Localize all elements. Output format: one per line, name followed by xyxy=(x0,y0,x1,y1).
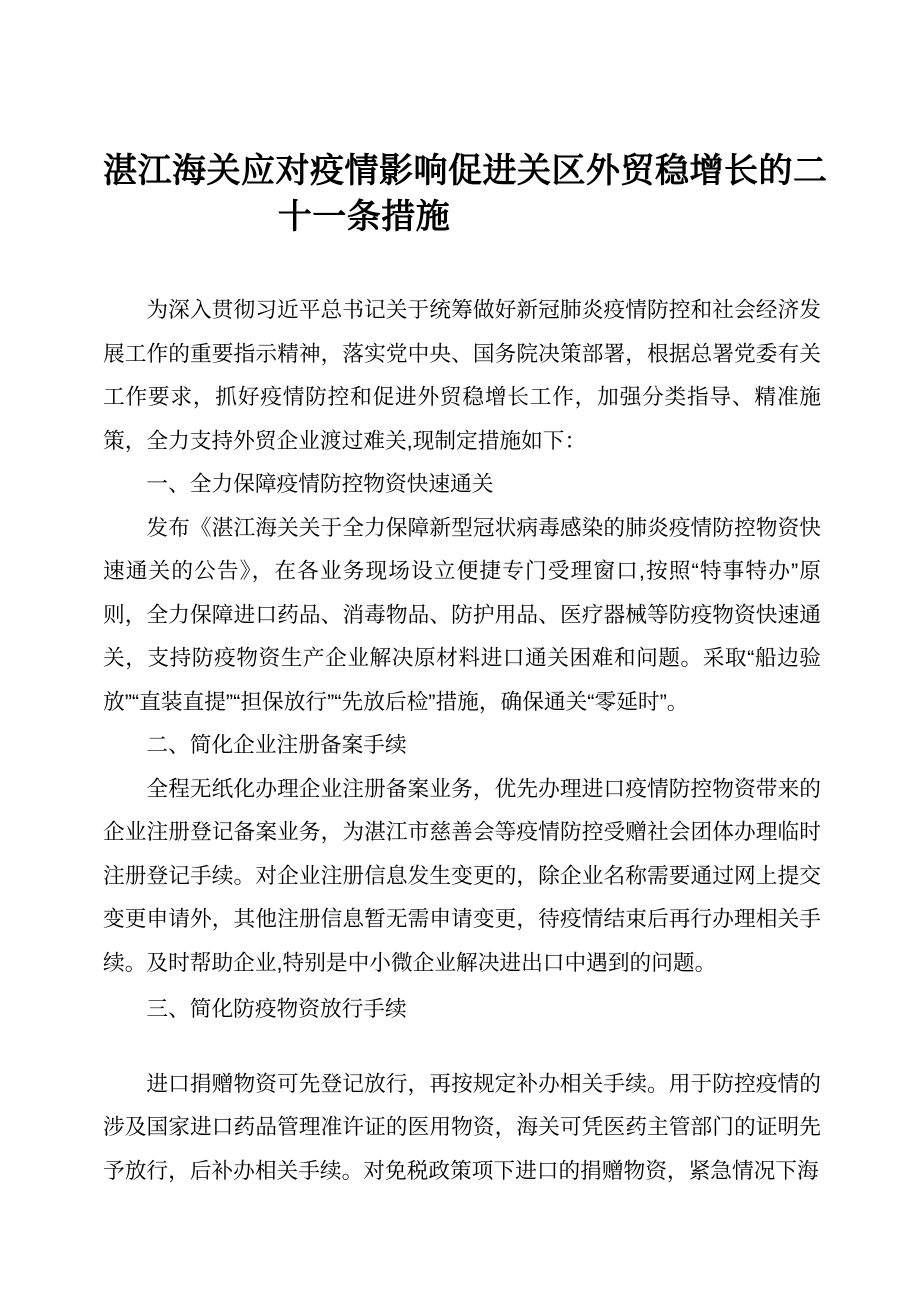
section-1-paragraph: 发布《湛江海关关于全力保障新型冠状病毒感染的肺炎疫情防控物资快速通关的公告》，在各业务现场设立便捷专门受理窗口,按照“特事特办”原则，全力保障进口药品、消毒物品、防护用品、医疗器械等防疫物资快速通关，支持防疫物资生产企业解决原材料进口通关困难和问题。采取“船边验放”“直装直提”“担保放行”“先放后检”措施，确保通关“零延时”。 xyxy=(103,514,821,714)
intro-paragraph: 为深入贯彻习近平总书记关于统筹做好新冠肺炎疫情防控和社会经济发展工作的重要指示精神，落实党中央、国务院决策部署，根据总署党委有关工作要求，抓好疫情防控和促进外贸稳增长工作，加强分类指导、精准施策，全力支持外贸企业渡过难关,现制定措施如下： xyxy=(103,297,821,453)
document-title-line2: 十一条措施 xyxy=(277,198,451,236)
section-3-heading: 三、简化防疫物资放行手续 xyxy=(146,996,407,1021)
section-3-paragraph: 进口捐赠物资可先登记放行，再按规定补办相关手续。用于防控疫情的涉及国家进口药品管理准许证的医用物资，海关可凭医药主管部门的证明先予放行，后补办相关手续。对免税政策项下进口的捐赠物资，紧急情况下海 xyxy=(103,1070,821,1183)
section-2 xyxy=(103,723,821,984)
document-title xyxy=(103,148,828,240)
section-2-paragraph: 全程无纸化办理企业注册备案业务，优先办理进口疫情防控物资带来的企业注册登记备案业务，为湛江市慈善会等疫情防控受赠社会团体办理临时注册登记手续。对企业注册信息发生变更的，除企业名称需要通过网上提交变更申请外，其他注册信息暂无需申请变更，待疫情结束后再行办理相关手续。及时帮助企业,特别是中小微企业解决进出口中遇到的问题。 xyxy=(103,775,821,975)
section-1 xyxy=(103,462,821,723)
section-2-heading: 二、简化企业注册备案手续 xyxy=(146,732,407,757)
section-3 xyxy=(103,987,821,1192)
document-title-line1: 湛江海关应对疫情影响促进关区外贸稳增长的二 xyxy=(103,152,828,190)
section-1-heading: 一、全力保障疫情防控物资快速通关 xyxy=(146,471,494,496)
